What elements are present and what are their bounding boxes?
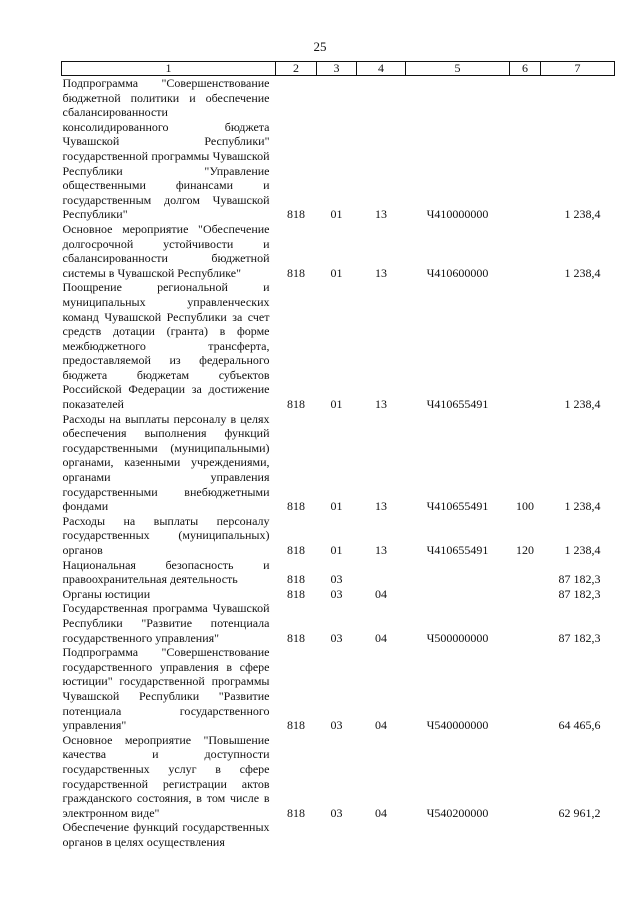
- row-subsection-code: 04: [375, 630, 387, 645]
- row-section-code: [317, 820, 357, 849]
- budget-table: [61, 61, 615, 849]
- row-section-code: 01: [330, 265, 343, 280]
- row-name: Расходы на выплаты персоналу государственных (муниципальных) органов: [62, 513, 270, 557]
- row-grbs-code: [276, 820, 317, 849]
- row-target-article: [406, 558, 510, 587]
- page-number: 25: [313, 39, 327, 54]
- row-section-code: 01: [330, 207, 343, 222]
- row-target-article: Ч410655491: [426, 543, 489, 557]
- row-target-article: Ч410000000: [426, 207, 489, 222]
- row-section-code: 01: [330, 397, 343, 412]
- row-subsection-code: 13: [375, 499, 387, 514]
- table-row: [62, 733, 615, 821]
- row-expense-type: [510, 601, 541, 645]
- row-grbs-code: 818: [287, 543, 305, 557]
- row-amount: 64 465,6: [558, 718, 601, 733]
- row-target-article: Ч540000000: [426, 718, 489, 733]
- row-target-article: Ч410655491: [426, 397, 489, 412]
- table-row: [62, 601, 615, 645]
- row-expense-type: 100: [516, 499, 534, 514]
- row-subsection-code: 13: [375, 397, 387, 412]
- row-grbs-code: 818: [287, 265, 305, 280]
- row-target-article: Ч540200000: [426, 805, 489, 820]
- row-target-article: Ч410655491: [426, 499, 489, 514]
- row-section-code: 03: [330, 586, 343, 601]
- table-body: [62, 76, 615, 850]
- table-row: [62, 76, 615, 222]
- row-expense-type: [510, 733, 541, 821]
- row-name: Обеспечение функций государственных органов в целях осуществления: [62, 820, 270, 849]
- row-section-code: 03: [330, 572, 343, 587]
- row-target-article: Ч500000000: [426, 630, 489, 645]
- row-amount: 62 961,2: [558, 805, 601, 820]
- row-expense-type: 120: [516, 543, 534, 557]
- row-name: Подпрограмма "Совершенствование бюджетной политики и обеспечение сбалансированности консолидированного бюджета Чувашской Республики" государственной программы Чувашской Республики "Управление общественными финансами и государственным долгом Чувашской Республики": [62, 76, 270, 222]
- row-grbs-code: 818: [287, 397, 305, 412]
- row-amount: [541, 820, 615, 849]
- table-header: [62, 62, 615, 76]
- row-grbs-code: 818: [287, 207, 305, 222]
- table-row: [62, 514, 615, 558]
- table-row: [62, 587, 615, 602]
- row-section-code: 03: [330, 630, 343, 645]
- column-header-6: 6: [510, 62, 541, 76]
- row-expense-type: [510, 76, 541, 222]
- row-name: Государственная программа Чувашской Республики "Развитие потенциала государственного управления": [62, 601, 270, 645]
- column-header-3: 3: [317, 62, 357, 76]
- row-subsection-code: [357, 820, 406, 849]
- row-expense-type: [510, 645, 541, 733]
- table-row: [62, 222, 615, 280]
- row-grbs-code: 818: [287, 805, 305, 820]
- row-amount: 1 238,4: [564, 397, 601, 412]
- row-section-code: 01: [330, 543, 343, 557]
- row-amount: 1 238,4: [564, 543, 601, 557]
- row-expense-type: [510, 558, 541, 587]
- row-subsection-code: 13: [375, 207, 387, 222]
- row-grbs-code: 818: [287, 718, 305, 733]
- row-target-article: [406, 587, 510, 602]
- row-expense-type: [510, 222, 541, 280]
- table-row: [62, 820, 615, 849]
- row-subsection-code: [357, 558, 406, 587]
- row-grbs-code: 818: [287, 499, 305, 514]
- row-amount: 87 182,3: [558, 586, 601, 601]
- row-amount: 1 238,4: [564, 265, 601, 280]
- row-target-article: [406, 820, 510, 849]
- row-grbs-code: 818: [287, 572, 305, 587]
- row-subsection-code: 04: [375, 586, 387, 601]
- row-subsection-code: 04: [375, 805, 387, 820]
- table-row: [62, 645, 615, 733]
- row-section-code: 03: [330, 805, 343, 820]
- row-name: Поощрение региональной и муниципальных управленческих команд Чувашской Республики за счет средств дотации (гранта) в форме межбюджетного трансферта, предоставляемой из федерального бюджета бюджетам субъектов Российской Федерации за достижение показателей: [62, 280, 270, 412]
- row-amount: 1 238,4: [564, 499, 601, 514]
- column-header-7: 7: [541, 62, 615, 76]
- row-name: Основное мероприятие "Обеспечение долгосрочной устойчивости и сбалансированности бюджетной системы в Чувашской Республике": [62, 221, 270, 280]
- row-subsection-code: 13: [375, 543, 387, 557]
- row-target-article: Ч410600000: [426, 265, 489, 280]
- row-section-code: 01: [330, 499, 343, 514]
- row-amount: 87 182,3: [558, 630, 601, 645]
- row-name: Основное мероприятие "Повышение качества и доступности государственных услуг в сфере государственной регистрации актов гражданского состояния, в том числе в электронном виде": [62, 732, 270, 820]
- column-header-1: 1: [62, 62, 276, 76]
- column-header-2: 2: [276, 62, 317, 76]
- row-name: Национальная безопасность и правоохранительная деятельность: [62, 557, 270, 587]
- row-grbs-code: 818: [287, 630, 305, 645]
- row-expense-type: [510, 587, 541, 602]
- table-row: [62, 558, 615, 587]
- row-amount: 87 182,3: [558, 572, 601, 587]
- table-row: [62, 412, 615, 514]
- column-header-4: 4: [357, 62, 406, 76]
- row-name: Расходы на выплаты персоналу в целях обеспечения выполнения функций государственными (муниципальными) органами, казенными учреждениями, органами управления государственными внебюджетными фондами: [62, 411, 270, 514]
- row-amount: 1 238,4: [564, 207, 601, 222]
- table-row: [62, 280, 615, 411]
- row-name: Органы юстиции: [62, 586, 151, 601]
- row-subsection-code: 04: [375, 718, 387, 733]
- column-header-5: 5: [406, 62, 510, 76]
- row-section-code: 03: [330, 718, 343, 733]
- row-name: Подпрограмма "Совершенствование государственного управления в сфере юстиции" государственной программы Чувашской Республики "Развитие потенциала государственного управления": [62, 645, 270, 733]
- row-grbs-code: 818: [287, 586, 305, 601]
- row-subsection-code: 13: [375, 265, 387, 280]
- row-expense-type: [510, 820, 541, 849]
- row-expense-type: [510, 280, 541, 411]
